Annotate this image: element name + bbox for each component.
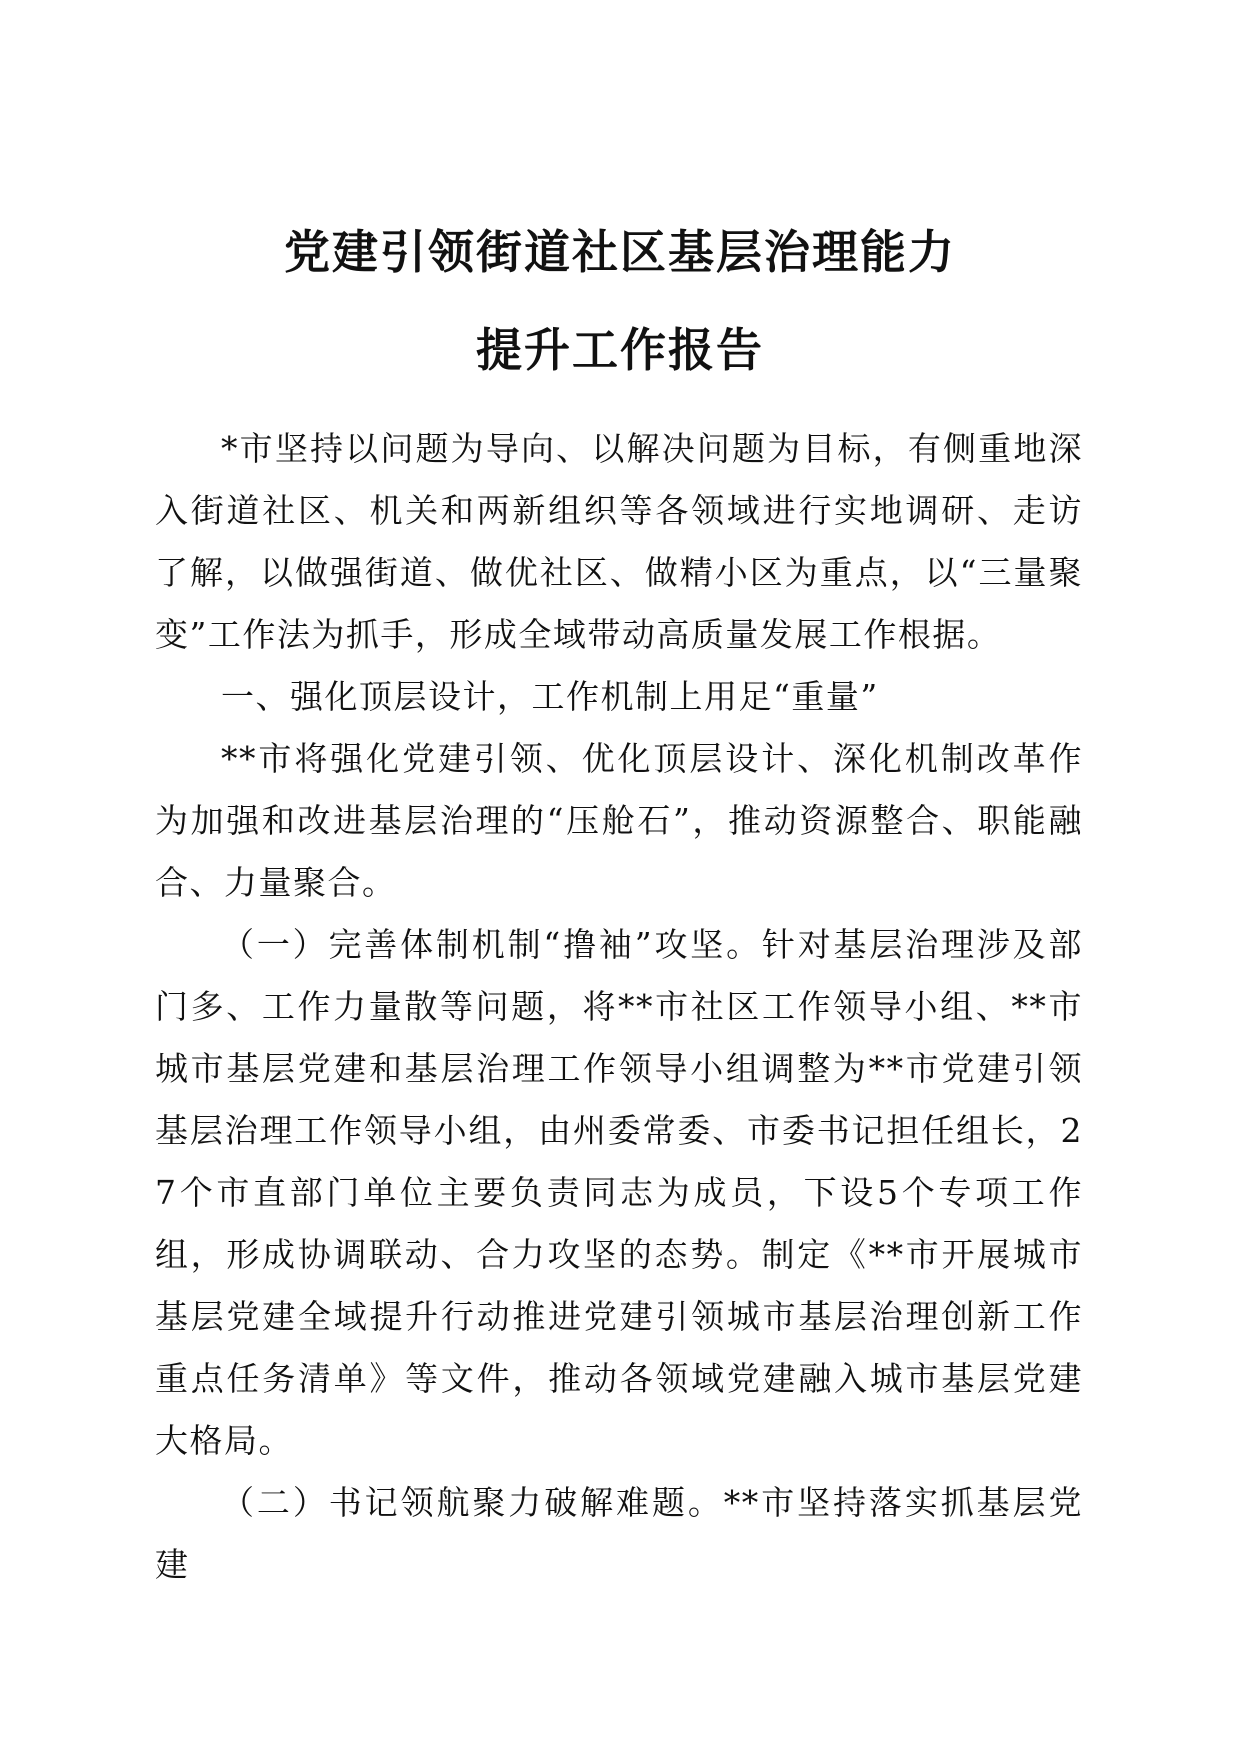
document-body [155, 418, 1083, 1596]
paragraph-subsection-2: （二）书记领航聚力破解难题。**市坚持落实抓基层党建 [155, 1483, 1083, 1584]
section-heading-1: 一、强化顶层设计，工作机制上用足“重量” [221, 677, 879, 716]
paragraph-section-1: **市将强化党建引领、优化顶层设计、深化机制改革作为加强和改进基层治理的“压舱石”，推动资源整合、职能融合、力量聚合。 [155, 739, 1083, 902]
paragraph-subsection-1: （一）完善体制机制“撸袖”攻坚。针对基层治理涉及部门多、工作力量散等问题，将**市社区工作领导小组、**市城市基层党建和基层治理工作领导小组调整为**市党建引领基层治理工作领导小组，由州委常委、市委书记担任组长，27个市直部门单位主要负责同志为成员，下设5个专项工作组，形成协调联动、合力攻坚的态势。制定《**市开展城市基层党建全域提升行动推进党建引领城市基层治理创新工作重点任务清单》等文件，推动各领域党建融入城市基层党建大格局。 [155, 925, 1083, 1460]
document-title-line-2: 提升工作报告 [476, 323, 764, 377]
document-title-line-1: 党建引领街道社区基层治理能力 [284, 225, 956, 279]
paragraph-intro: *市坚持以问题为导向、以解决问题为目标，有侧重地深入街道社区、机关和两新组织等各领域进行实地调研、走访了解，以做强街道、做优社区、做精小区为重点，以“三量聚变”工作法为抓手，形成全域带动高质量发展工作根据。 [155, 429, 1083, 654]
